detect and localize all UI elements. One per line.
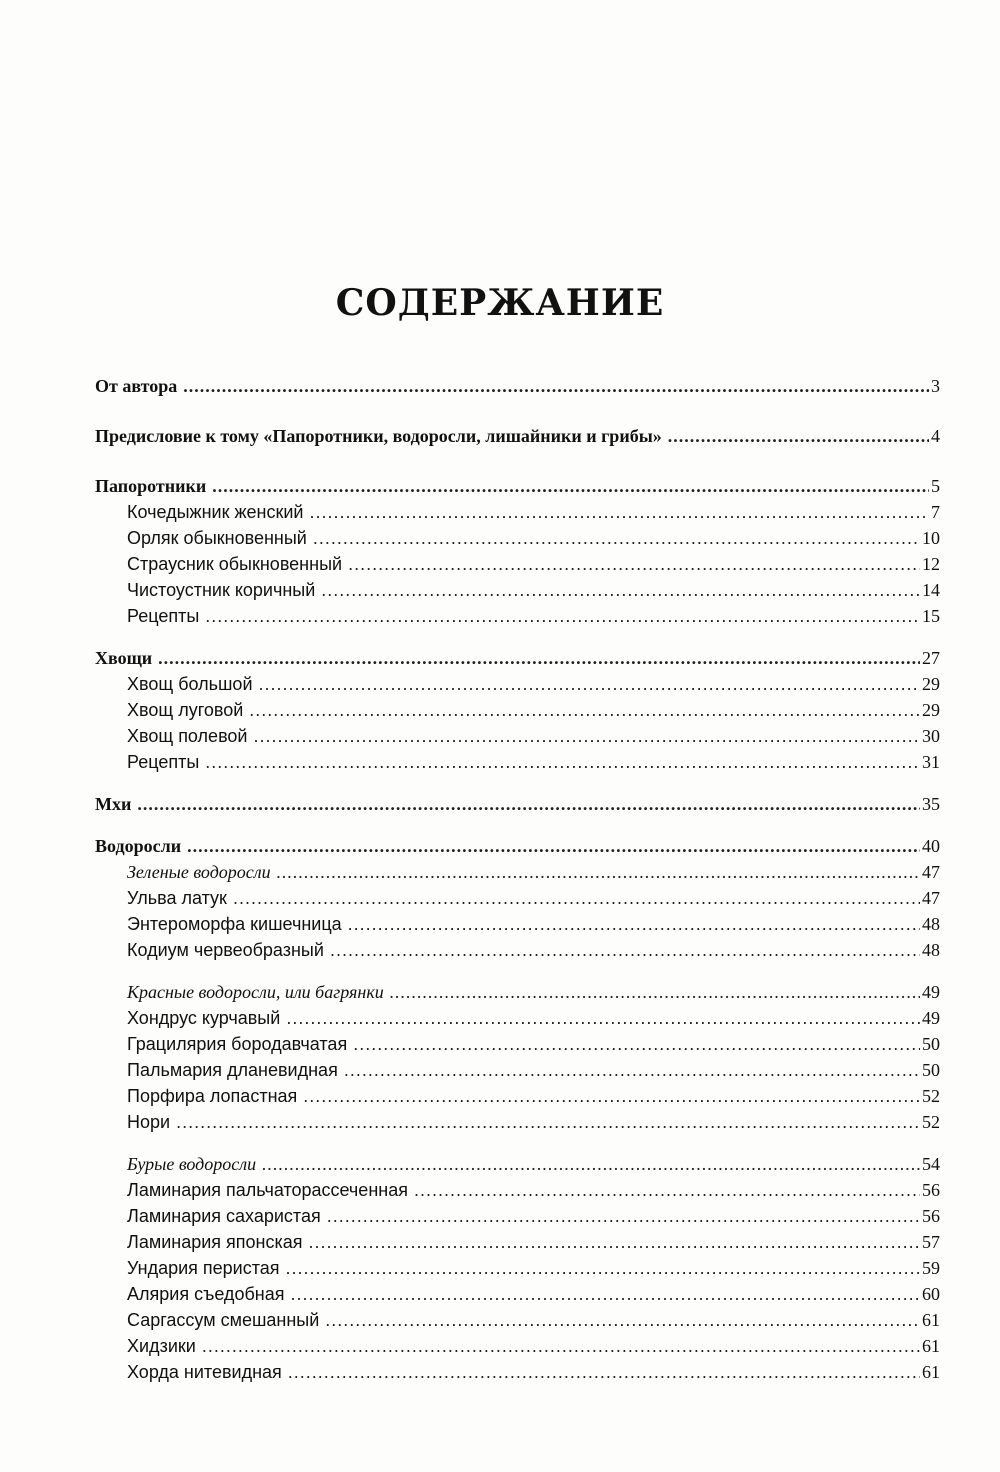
toc-page-number: 35 — [922, 794, 940, 814]
dot-leader — [344, 1057, 920, 1083]
dot-leader — [205, 603, 920, 629]
toc-subsection[interactable] — [95, 1151, 940, 1177]
toc-entry[interactable] — [95, 577, 940, 603]
toc-page-number: 49 — [922, 1008, 940, 1028]
toc-page-number: 50 — [922, 1060, 940, 1080]
toc-page-number: 61 — [922, 1336, 940, 1356]
toc-entry[interactable] — [95, 885, 940, 911]
dot-leader — [183, 373, 929, 399]
toc-entry-label: Предисловие к тому «Папоротники, водоросли, лишайники и грибы» — [95, 426, 662, 446]
toc-entry[interactable] — [95, 1333, 940, 1359]
toc-entry[interactable] — [95, 1005, 940, 1031]
dot-leader — [259, 671, 921, 697]
dot-leader — [390, 979, 920, 1005]
toc-page-number: 52 — [922, 1112, 940, 1132]
dot-leader — [309, 499, 929, 525]
dot-leader — [212, 473, 929, 499]
toc-entry[interactable] — [95, 911, 940, 937]
toc-entry-ferns[interactable] — [95, 473, 940, 499]
dot-leader — [137, 791, 920, 817]
toc-entry-from-author[interactable] — [95, 373, 940, 399]
toc-entry-label: Хвощ большой — [127, 674, 253, 694]
toc-page-number: 59 — [922, 1258, 940, 1278]
toc-entry-label: Алярия съедобная — [127, 1284, 285, 1304]
dot-leader — [277, 859, 920, 885]
toc-entry-label: Ульва латук — [127, 888, 227, 908]
toc-entry-algae[interactable] — [95, 833, 940, 859]
toc-entry-label: Зеленые водоросли — [127, 862, 271, 882]
dot-leader — [233, 885, 920, 911]
toc-entry-label: Хвощ луговой — [127, 700, 244, 720]
dot-leader — [321, 577, 920, 603]
toc-entry[interactable] — [95, 723, 940, 749]
toc-page-number: 56 — [922, 1206, 940, 1226]
toc-entry[interactable] — [95, 1203, 940, 1229]
toc-entry-label: Хидзики — [127, 1336, 196, 1356]
dot-leader — [176, 1109, 920, 1135]
toc-entry[interactable] — [95, 1031, 940, 1057]
toc-page-number: 61 — [922, 1310, 940, 1330]
toc-entry[interactable] — [95, 551, 940, 577]
toc-entry-preface[interactable] — [95, 423, 940, 449]
toc-entry-label: Страусник обыкновенный — [127, 554, 343, 574]
page-title: СОДЕРЖАНИЕ — [335, 282, 665, 324]
toc-page-number: 10 — [922, 528, 940, 548]
toc-page-number: 29 — [922, 700, 940, 720]
toc-page-number: 5 — [931, 476, 940, 496]
toc-entry[interactable] — [95, 525, 940, 551]
toc-page-number: 14 — [922, 580, 940, 600]
toc-page-number: 52 — [922, 1086, 940, 1106]
toc-entry-label: Энтероморфа кишечница — [127, 914, 342, 934]
toc-entry[interactable] — [95, 1177, 940, 1203]
dot-leader — [205, 749, 920, 775]
dot-leader — [330, 937, 920, 963]
dot-leader — [668, 423, 929, 449]
dot-leader — [414, 1177, 920, 1203]
toc-page-number: 40 — [922, 836, 940, 856]
toc-page-number: 54 — [922, 1154, 940, 1174]
toc-entry[interactable] — [95, 499, 940, 525]
toc-page-number: 57 — [922, 1232, 940, 1252]
dot-leader — [288, 1359, 920, 1385]
toc-entry[interactable] — [95, 1057, 940, 1083]
toc-entry-label: Хондрус курчавый — [127, 1008, 281, 1028]
toc-subsection[interactable] — [95, 979, 940, 1005]
toc-entry-label: Ундария перистая — [127, 1258, 280, 1278]
table-of-contents — [95, 373, 940, 1385]
toc-page-number: 3 — [931, 376, 940, 396]
toc-entry-label: Орляк обыкновенный — [127, 528, 307, 548]
toc-entry[interactable] — [95, 603, 940, 629]
dot-leader — [286, 1255, 920, 1281]
toc-page-number: 47 — [922, 862, 940, 882]
dot-leader — [327, 1203, 920, 1229]
toc-page-number: 12 — [922, 554, 940, 574]
toc-page-number: 49 — [922, 982, 940, 1002]
dot-leader — [290, 1281, 920, 1307]
toc-page-number: 4 — [931, 426, 940, 446]
toc-entry[interactable] — [95, 937, 940, 963]
dot-leader — [249, 697, 920, 723]
toc-entry[interactable] — [95, 1229, 940, 1255]
toc-entry-label: Порфира лопастная — [127, 1086, 298, 1106]
dot-leader — [254, 723, 921, 749]
toc-entry-label: Хвощи — [95, 648, 153, 668]
toc-page-number: 27 — [922, 648, 940, 668]
dot-leader — [202, 1333, 920, 1359]
toc-entry-label: Ламинария японская — [127, 1232, 303, 1252]
toc-entry-label: Бурые водоросли — [127, 1154, 257, 1174]
toc-entry-horsetails[interactable] — [95, 645, 940, 671]
toc-entry-label: Ламинария сахаристая — [127, 1206, 321, 1226]
dot-leader — [309, 1229, 921, 1255]
toc-page-number: 60 — [922, 1284, 940, 1304]
toc-entry[interactable] — [95, 1083, 940, 1109]
toc-entry-mosses[interactable] — [95, 791, 940, 817]
toc-entry[interactable] — [95, 671, 940, 697]
toc-page-number: 48 — [922, 940, 940, 960]
toc-entry-label: Хорда нитевидная — [127, 1362, 282, 1382]
dot-leader — [187, 833, 920, 859]
toc-entry[interactable] — [95, 1307, 940, 1333]
toc-entry-label: Пальмария дланевидная — [127, 1060, 338, 1080]
toc-entry[interactable] — [95, 1109, 940, 1135]
toc-entry-label: Водоросли — [95, 836, 182, 856]
dot-leader — [325, 1307, 920, 1333]
toc-page-number: 7 — [931, 502, 940, 522]
dot-leader — [158, 645, 920, 671]
toc-entry-label: От автора — [95, 376, 178, 396]
dot-leader — [303, 1083, 920, 1109]
toc-entry-label: Красные водоросли, или багрянки — [127, 982, 384, 1002]
dot-leader — [353, 1031, 920, 1057]
toc-subsection[interactable] — [95, 859, 940, 885]
toc-entry-label: Ламинария пальчаторассеченная — [127, 1180, 408, 1200]
toc-page-number: 47 — [922, 888, 940, 908]
dot-leader — [286, 1005, 920, 1031]
toc-entry[interactable] — [95, 1255, 940, 1281]
toc-entry-label: Кодиум червеобразный — [127, 940, 324, 960]
toc-page-number: 29 — [922, 674, 940, 694]
toc-page-number: 31 — [922, 752, 940, 772]
toc-page-number: 15 — [922, 606, 940, 626]
toc-entry-label: Хвощ полевой — [127, 726, 248, 746]
toc-entry[interactable] — [95, 697, 940, 723]
toc-entry-label: Нори — [127, 1112, 171, 1132]
toc-page-number: 48 — [922, 914, 940, 934]
toc-entry-label: Папоротники — [95, 476, 207, 496]
dot-leader — [313, 525, 920, 551]
toc-page-number: 56 — [922, 1180, 940, 1200]
toc-page-number: 61 — [922, 1362, 940, 1382]
toc-entry[interactable] — [95, 749, 940, 775]
toc-entry-label: Чистоустник коричный — [127, 580, 316, 600]
toc-entry-label: Рецепты — [127, 606, 200, 626]
toc-entry-label: Грацилярия бородавчатая — [127, 1034, 348, 1054]
toc-entry-label: Рецепты — [127, 752, 200, 772]
toc-entry-label: Саргассум смешанный — [127, 1310, 320, 1330]
dot-leader — [262, 1151, 920, 1177]
toc-entry-label: Мхи — [95, 794, 132, 814]
toc-entry[interactable] — [95, 1359, 940, 1385]
dot-leader — [348, 551, 920, 577]
toc-entry-label: Кочедыжник женский — [127, 502, 304, 522]
toc-page-number: 50 — [922, 1034, 940, 1054]
dot-leader — [348, 911, 920, 937]
toc-page-number: 30 — [922, 726, 940, 746]
toc-entry[interactable] — [95, 1281, 940, 1307]
